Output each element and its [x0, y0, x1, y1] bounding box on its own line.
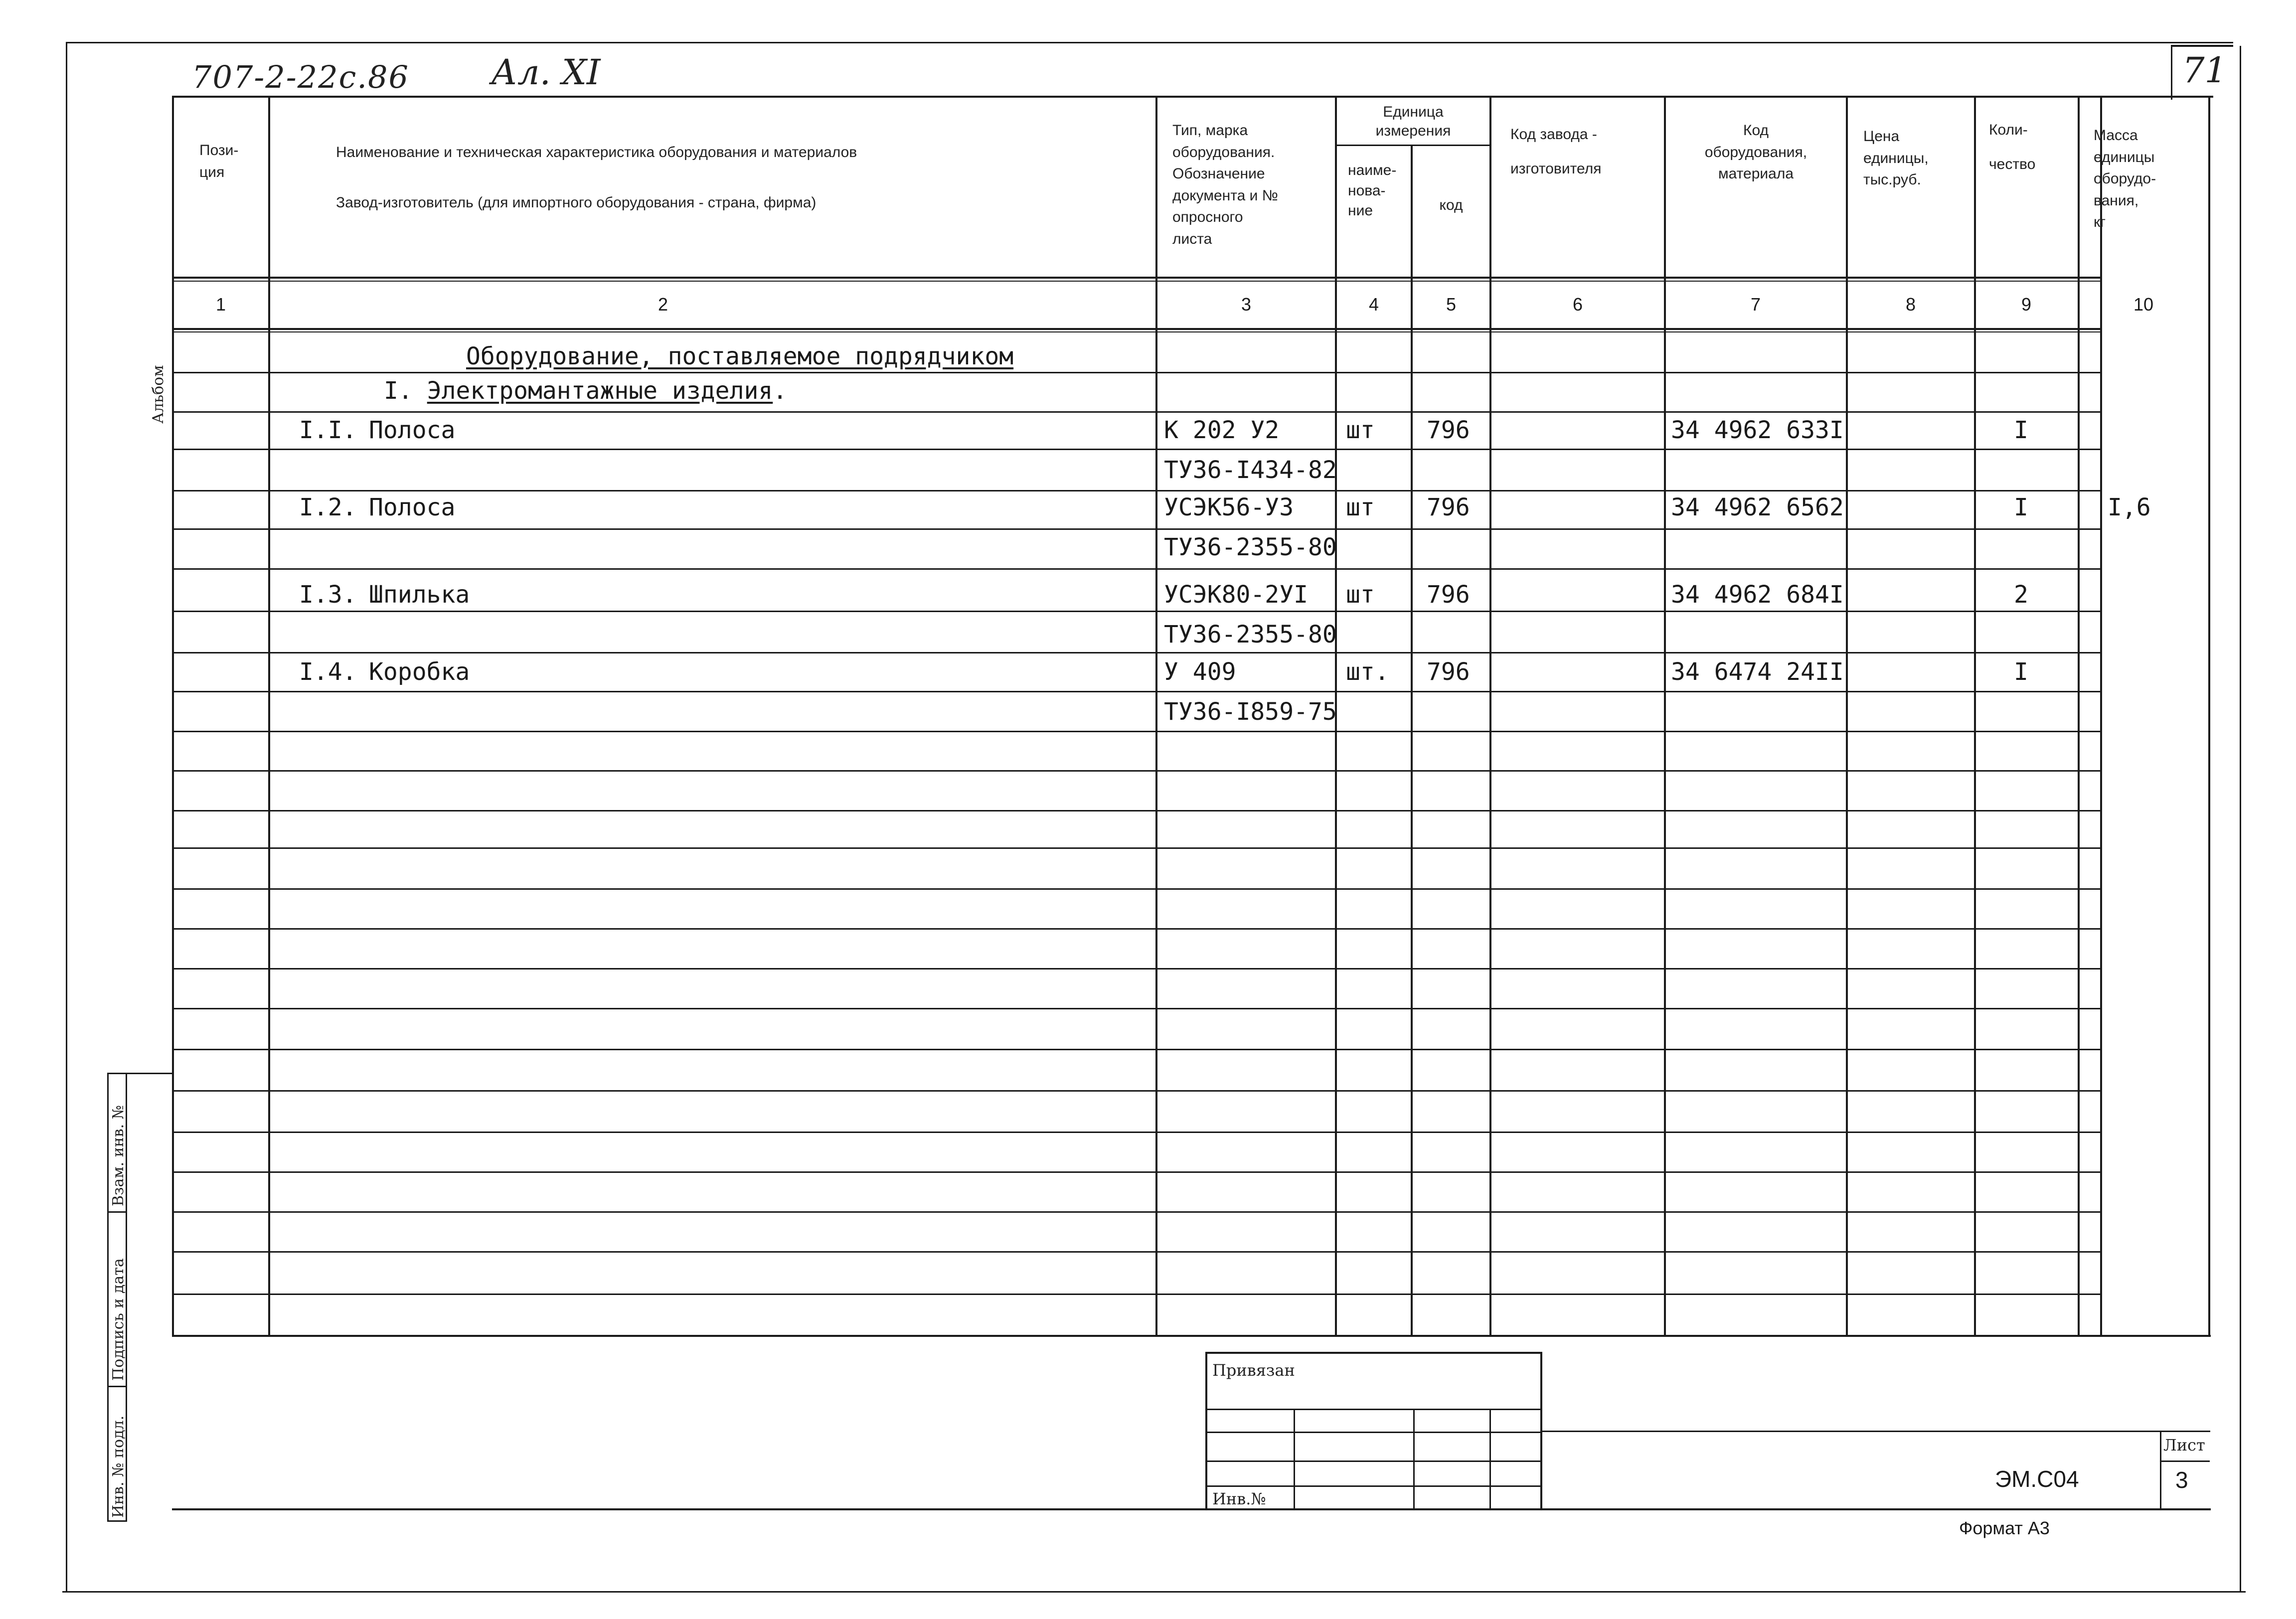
column-number: 8	[1905, 294, 1916, 315]
item-name: Полоса	[369, 416, 456, 444]
item-unit: шт	[1346, 416, 1375, 444]
header-plant-code: Код завода - изготовителя	[1510, 126, 1602, 177]
row-line	[172, 1211, 2102, 1213]
item-code: 34 4962 6562	[1671, 493, 1844, 521]
subsection-number: I.	[384, 377, 413, 405]
column-number: 6	[1572, 294, 1583, 315]
row-line	[172, 1171, 2102, 1173]
column-number: 2	[657, 294, 668, 315]
page-number: 71	[2182, 50, 2227, 91]
header-position: Пози- ция	[199, 142, 239, 180]
item-unit-code: 796	[1427, 581, 1470, 609]
item-unit: шт	[1346, 493, 1375, 521]
item-position: I.3.	[299, 581, 357, 609]
row-line	[172, 888, 2102, 890]
item-code: 34 4962 684I	[1671, 581, 1844, 609]
row-line	[172, 1132, 2102, 1133]
item-quantity: I	[2014, 493, 2028, 521]
row-line	[172, 928, 2102, 930]
row-line	[172, 490, 2102, 491]
column-number: 9	[2021, 294, 2032, 315]
format-label: Формат А3	[1959, 1518, 2050, 1538]
row-line	[172, 847, 2102, 849]
row-line	[172, 770, 2102, 772]
item-name: Коробка	[369, 658, 470, 686]
row-line	[172, 691, 2102, 692]
item-type: У 409	[1164, 658, 1236, 686]
row-line	[172, 528, 2102, 530]
column-number: 1	[215, 294, 226, 315]
item-unit-code: 796	[1427, 416, 1470, 444]
subsection-title: Электромантажные изделия	[427, 377, 773, 405]
column-number: 3	[1241, 294, 1252, 315]
header-type: Тип, марка оборудования. Обозначение документа и № опросного листа	[1172, 122, 1278, 247]
item-type: УСЭК80-2УI	[1164, 581, 1308, 609]
row-line	[172, 968, 2102, 970]
side-label-interchange: Взам. инв. №	[110, 1105, 127, 1206]
item-position: I.I.	[299, 416, 357, 444]
item-unit-code: 796	[1427, 493, 1470, 521]
item-doc: ТУ36-I859-75	[1164, 698, 1337, 726]
item-doc: ТУ36-2355-80	[1164, 533, 1337, 561]
item-quantity: 2	[2014, 581, 2028, 609]
row-line	[172, 1090, 2102, 1092]
header-manufacturer: Завод-изготовитель (для импортного оборудования - страна, фирма)	[336, 194, 817, 211]
item-name: Шпилька	[369, 581, 470, 609]
row-line	[172, 652, 2102, 653]
header-mass: Масса единицы оборудо- вания, кг	[2094, 127, 2156, 230]
header-equipment-code: Код оборудования, материала	[1704, 122, 1807, 182]
item-position: I.2.	[299, 493, 357, 521]
item-type: УСЭК56-У3	[1164, 493, 1294, 521]
row-line	[172, 731, 2102, 732]
stamp-tied: Привязан	[1212, 1361, 1295, 1380]
stamp-doc-code: ЭМ.С04	[1995, 1466, 2079, 1492]
row-line	[172, 611, 2102, 612]
header-quantity: Коли- чество	[1989, 122, 2036, 172]
column-number: 10	[2133, 294, 2154, 315]
item-unit: шт	[1346, 581, 1375, 609]
section-title: Оборудование, поставляемое подрядчиком	[466, 342, 1014, 370]
side-label-album: Альбом	[150, 365, 167, 424]
item-code: 34 4962 633I	[1671, 416, 1844, 444]
item-doc: ТУ36-I434-82	[1164, 456, 1337, 484]
side-label-signature: Подпись и дата	[110, 1258, 127, 1381]
subsection-line	[384, 377, 787, 405]
stamp-sheet-label: Лист	[2163, 1436, 2205, 1455]
row-line	[172, 1251, 2102, 1253]
header-unit-code: код	[1439, 197, 1463, 213]
row-line	[172, 1008, 2102, 1009]
item-doc: ТУ36-2355-80	[1164, 621, 1337, 648]
item-unit-code: 796	[1427, 658, 1470, 686]
row-line	[172, 1294, 2102, 1295]
subsection-trail: .	[773, 377, 788, 405]
row-line	[172, 810, 2102, 811]
doc-code-note: 707-2-22с.86	[192, 59, 409, 95]
row-line	[172, 411, 2102, 413]
stamp-inv-no: Инв.№	[1212, 1489, 1266, 1508]
item-unit: шт.	[1346, 658, 1389, 686]
header-name: Наименование и техническая характеристика оборудования и материалов	[336, 144, 857, 161]
header-unit-name: наиме- нова- ние	[1348, 162, 1397, 219]
item-mass: I,6	[2108, 493, 2151, 521]
side-label-inv-orig: Инв. № подл.	[110, 1415, 127, 1518]
column-number: 7	[1750, 294, 1761, 315]
column-number: 5	[1446, 294, 1457, 315]
item-quantity: I	[2014, 658, 2028, 686]
column-number: 4	[1368, 294, 1379, 315]
item-type: К 202 У2	[1164, 416, 1280, 444]
item-quantity: I	[2014, 416, 2028, 444]
row-line	[172, 1049, 2102, 1050]
header-unit-group: Единица измерения	[1375, 104, 1451, 139]
item-position: I.4.	[299, 658, 357, 686]
item-code: 34 6474 24II	[1671, 658, 1844, 686]
row-line	[172, 568, 2102, 570]
stamp-sheet-number: 3	[2175, 1467, 2188, 1493]
row-line	[172, 449, 2102, 450]
album-note: Ал. XI	[491, 52, 601, 93]
row-line	[172, 372, 2102, 373]
item-name: Полоса	[369, 493, 456, 521]
header-price: Цена единицы, тыс.руб.	[1863, 128, 1929, 188]
